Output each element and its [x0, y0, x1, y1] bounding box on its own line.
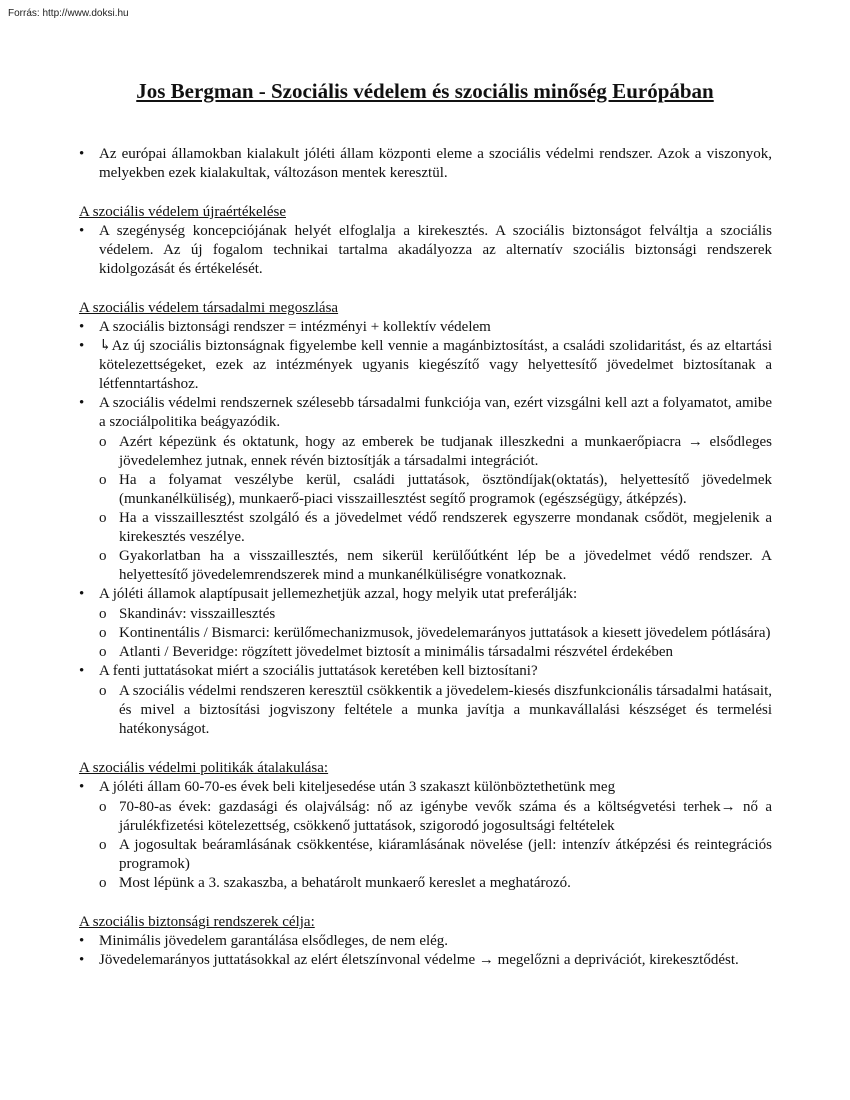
- sub-list: [99, 433, 772, 585]
- list-item: [79, 662, 772, 739]
- section-heading: A szociális biztonsági rendszerek célja:: [79, 914, 315, 930]
- sub-list-item: o Azért képezünk és oktatunk, hogy az emberek be tudjanak illeszkedni a munkaerőpiacra → elsődleges jövedelemhez jutnak, ennek révén biztosítják a társadalmi integrációt.: [99, 433, 772, 471]
- document-body: [79, 145, 772, 990]
- section-reassessment: [79, 203, 772, 279]
- bullet-list: [79, 318, 772, 739]
- bullet-list: [79, 222, 772, 279]
- section-heading: A szociális védelem újraértékelése: [79, 204, 286, 220]
- list-item-text: A jóléti állam 60-70-es évek beli kiteljesedése után 3 szakaszt különböztethetünk meg: [99, 779, 616, 795]
- sub-list-item: o A szociális védelmi rendszeren keresztül csökkentik a jövedelem-kiesés diszfunkcionális társadalmi hatásait, és mivel a biztosítási jogviszony feltétele a munka javítja a munkavállalási készséget és termelési hatékonyságot.: [99, 682, 772, 739]
- section-distribution: [79, 299, 772, 739]
- section-policy-transformation: [79, 759, 772, 893]
- list-item: • Az európai államokban kialakult jóléti állam központi eleme a szociális védelmi rendszer. Azok a viszonyok, melyekben ezek kialakultak, változáson mentek keresztül.: [79, 145, 772, 183]
- section-system-goals: [79, 913, 772, 970]
- sub-list-item: o Ha a folyamat veszélybe kerül, családi juttatások, ösztöndíjak(oktatás), helyettesítő jövedelmek (munkanélküliség), munkaerő-piaci visszaillesztést segítő programok (egészségügy, átképzés).: [99, 471, 772, 509]
- list-item: • ↳Az új szociális biztonságnak figyelembe kell vennie a magánbiztosítást, a családi szolidaritást, és az eltartási kötelezettségeket, ezek az intézmények ugyanis kiegészítő vagy helyettesítő jövedelmet biztosítanak a létfenntartáshoz.: [79, 337, 772, 394]
- sub-list-item: o Skandináv: visszaillesztés: [99, 605, 772, 624]
- section-heading: A szociális védelmi politikák átalakulása:: [79, 760, 329, 776]
- list-item: [79, 394, 772, 585]
- list-item-text: A jóléti államok alaptípusait jellemezhetjük azzal, hogy melyik utat preferálják:: [99, 586, 578, 602]
- list-item-text: A szociális védelmi rendszernek szélesebb társadalmi funkciója van, ezért vizsgálni kell azt a folyamatot, amibe a szociálpolitika beágyazódik.: [99, 395, 772, 430]
- list-item: • A szociális biztonsági rendszer = intézményi + kollektív védelem: [79, 318, 772, 337]
- section-heading: A szociális védelem társadalmi megoszlása: [79, 300, 339, 316]
- list-item: • A szegénység koncepciójának helyét elfoglalja a kirekesztés. A szociális biztonságot felváltja a szociális védelem. Az új fogalom technikai tartalma akadályozza az alternatív szociális biztonsági rendszerek kidolgozását és értékelését.: [79, 222, 772, 279]
- sub-list-item: o A jogosultak beáramlásának csökkentése, kiáramlásának növelése (jell: intenzív átképzési és reintegrációs programok): [99, 836, 772, 874]
- intro-list: [79, 145, 772, 183]
- sub-list-item: o Gyakorlatban ha a visszaillesztés, nem sikerül kerülőútként lép be a jövedelmet védő rendszer. A helyettesítő jövedelemrendszerek mind a munkanélküliségre vonatkoznak.: [99, 547, 772, 585]
- bullet-list: [79, 778, 772, 893]
- page-title: Jos Bergman - Szociális védelem és szociális minőség Európában: [136, 79, 714, 103]
- sub-list-item: o Ha a visszaillesztést szolgáló és a jövedelmet védő rendszerek egyszerre mondanak csődöt, megjelenik a kirekesztés veszélye.: [99, 509, 772, 547]
- list-item: [79, 778, 772, 893]
- sub-list: [99, 605, 772, 662]
- sub-list: [99, 798, 772, 893]
- list-item: • Minimális jövedelem garantálása elsődleges, de nem elég.: [79, 932, 772, 951]
- sub-list-item: o Kontinentális / Bismarci: kerülőmechanizmusok, jövedelemarányos juttatások a kiesett jövedelem pótlására): [99, 624, 772, 643]
- source-note: Forrás: http://www.doksi.hu: [8, 8, 129, 19]
- sub-list-item: o Most lépünk a 3. szakaszba, a behatárolt munkaerő kereslet a meghatározó.: [99, 874, 772, 893]
- sub-list-item: o Atlanti / Beveridge: rögzített jövedelmet biztosít a minimális társadalmi részvétel érdekében: [99, 643, 772, 662]
- list-item: • Jövedelemarányos juttatásokkal az elért életszínvonal védelme → megelőzni a deprivációt, kirekesztődést.: [79, 951, 772, 970]
- bullet-list: [79, 932, 772, 970]
- sub-list-item: o 70-80-as évek: gazdasági és olajválság: nő az igénybe vevők száma és a költségvetési terhek→ nő a járulékfizetési kötelezettség, csökkenő juttatások, szigorodó jogosultsági feltételek: [99, 798, 772, 836]
- list-item: [79, 585, 772, 662]
- sub-list: [99, 682, 772, 739]
- list-item-text: A fenti juttatásokat miért a szociális juttatások keretében kell biztosítani?: [99, 663, 538, 679]
